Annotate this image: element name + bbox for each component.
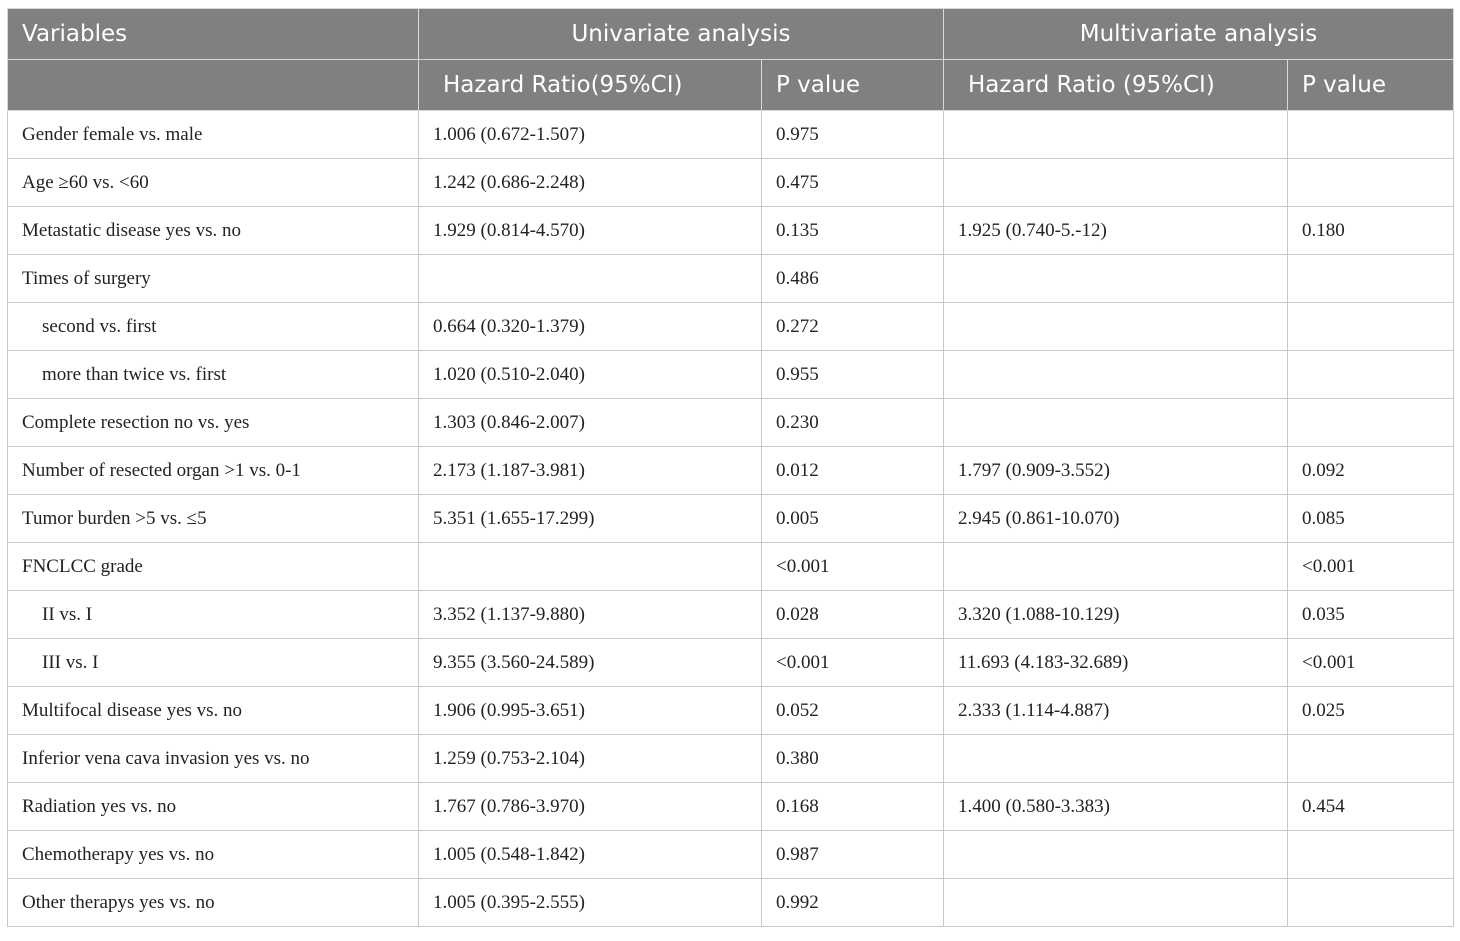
cell-hr-multivariate: 2.333 (1.114-4.887) (944, 687, 1288, 735)
cell-hr-multivariate (944, 111, 1288, 159)
cell-p-univariate: <0.001 (762, 639, 944, 687)
cell-hr-multivariate: 1.925 (0.740-5.-12) (944, 207, 1288, 255)
cell-p-univariate: 0.475 (762, 159, 944, 207)
results-table-container (7, 8, 1453, 927)
cell-p-univariate: 0.135 (762, 207, 944, 255)
cell-hr-univariate: 1.906 (0.995-3.651) (419, 687, 762, 735)
cell-hr-multivariate (944, 543, 1288, 591)
cell-variable: Number of resected organ >1 vs. 0-1 (8, 447, 419, 495)
header-hr-univariate: Hazard Ratio(95%CI) (419, 60, 762, 111)
cell-hr-univariate (419, 255, 762, 303)
cell-hr-multivariate: 3.320 (1.088-10.129) (944, 591, 1288, 639)
cell-p-univariate: 0.955 (762, 351, 944, 399)
table-row (8, 831, 1454, 879)
table-row (8, 447, 1454, 495)
table-row (8, 687, 1454, 735)
table-body (8, 111, 1454, 927)
cell-hr-multivariate: 1.400 (0.580-3.383) (944, 783, 1288, 831)
table-row (8, 735, 1454, 783)
cell-hr-multivariate: 2.945 (0.861-10.070) (944, 495, 1288, 543)
table-row (8, 255, 1454, 303)
cell-variable: Tumor burden >5 vs. ≤5 (8, 495, 419, 543)
cell-hr-univariate: 0.664 (0.320-1.379) (419, 303, 762, 351)
cell-variable: Chemotherapy yes vs. no (8, 831, 419, 879)
table-header (8, 9, 1454, 111)
cell-p-univariate: <0.001 (762, 543, 944, 591)
table-row (8, 495, 1454, 543)
cell-variable: Radiation yes vs. no (8, 783, 419, 831)
cell-variable: FNCLCC grade (8, 543, 419, 591)
table-row (8, 783, 1454, 831)
cell-p-univariate: 0.975 (762, 111, 944, 159)
cell-p-univariate: 0.168 (762, 783, 944, 831)
cox-regression-table (7, 8, 1454, 927)
cell-p-univariate: 0.380 (762, 735, 944, 783)
cell-hr-multivariate (944, 351, 1288, 399)
cell-hr-multivariate (944, 735, 1288, 783)
table-row (8, 399, 1454, 447)
cell-p-multivariate: 0.025 (1288, 687, 1454, 735)
cell-hr-multivariate (944, 399, 1288, 447)
table-row (8, 351, 1454, 399)
cell-hr-univariate: 1.303 (0.846-2.007) (419, 399, 762, 447)
cell-hr-univariate: 1.005 (0.395-2.555) (419, 879, 762, 927)
cell-p-univariate: 0.005 (762, 495, 944, 543)
cell-p-univariate: 0.987 (762, 831, 944, 879)
header-row-groups (8, 9, 1454, 60)
cell-variable: II vs. I (8, 591, 419, 639)
cell-p-multivariate: 0.092 (1288, 447, 1454, 495)
header-univariate: Univariate analysis (419, 9, 944, 60)
cell-p-univariate: 0.486 (762, 255, 944, 303)
cell-variable: III vs. I (8, 639, 419, 687)
cell-variable: Gender female vs. male (8, 111, 419, 159)
cell-p-multivariate (1288, 735, 1454, 783)
cell-hr-univariate: 3.352 (1.137-9.880) (419, 591, 762, 639)
cell-variable: Other therapys yes vs. no (8, 879, 419, 927)
header-row-columns (8, 60, 1454, 111)
table-row (8, 591, 1454, 639)
cell-p-univariate: 0.052 (762, 687, 944, 735)
cell-hr-multivariate (944, 303, 1288, 351)
table-row (8, 543, 1454, 591)
cell-variable: Inferior vena cava invasion yes vs. no (8, 735, 419, 783)
cell-variable: Age ≥60 vs. <60 (8, 159, 419, 207)
cell-hr-multivariate (944, 159, 1288, 207)
cell-hr-multivariate: 11.693 (4.183-32.689) (944, 639, 1288, 687)
cell-variable: second vs. first (8, 303, 419, 351)
cell-p-multivariate (1288, 879, 1454, 927)
cell-hr-univariate: 1.006 (0.672-1.507) (419, 111, 762, 159)
header-multivariate: Multivariate analysis (944, 9, 1454, 60)
header-blank (8, 60, 419, 111)
header-p-univariate: P value (762, 60, 944, 111)
cell-p-univariate: 0.992 (762, 879, 944, 927)
cell-hr-multivariate: 1.797 (0.909-3.552) (944, 447, 1288, 495)
cell-variable: Complete resection no vs. yes (8, 399, 419, 447)
cell-hr-multivariate (944, 255, 1288, 303)
cell-hr-univariate: 5.351 (1.655-17.299) (419, 495, 762, 543)
cell-hr-univariate: 1.005 (0.548-1.842) (419, 831, 762, 879)
cell-hr-univariate: 2.173 (1.187-3.981) (419, 447, 762, 495)
cell-p-multivariate (1288, 255, 1454, 303)
cell-p-multivariate: 0.180 (1288, 207, 1454, 255)
cell-hr-univariate: 1.020 (0.510-2.040) (419, 351, 762, 399)
cell-hr-univariate: 1.242 (0.686-2.248) (419, 159, 762, 207)
cell-hr-univariate: 1.259 (0.753-2.104) (419, 735, 762, 783)
cell-p-multivariate: 0.454 (1288, 783, 1454, 831)
table-row (8, 879, 1454, 927)
cell-hr-multivariate (944, 879, 1288, 927)
cell-hr-univariate (419, 543, 762, 591)
table-row (8, 303, 1454, 351)
cell-hr-univariate: 1.929 (0.814-4.570) (419, 207, 762, 255)
cell-p-multivariate (1288, 351, 1454, 399)
cell-p-multivariate: 0.035 (1288, 591, 1454, 639)
cell-p-multivariate (1288, 159, 1454, 207)
cell-p-multivariate: <0.001 (1288, 543, 1454, 591)
cell-p-univariate: 0.012 (762, 447, 944, 495)
table-row (8, 159, 1454, 207)
header-variables: Variables (8, 9, 419, 60)
cell-p-multivariate (1288, 399, 1454, 447)
cell-p-multivariate (1288, 303, 1454, 351)
header-p-multivariate: P value (1288, 60, 1454, 111)
cell-p-multivariate (1288, 831, 1454, 879)
table-row (8, 111, 1454, 159)
cell-p-univariate: 0.272 (762, 303, 944, 351)
cell-variable: Metastatic disease yes vs. no (8, 207, 419, 255)
cell-p-multivariate: <0.001 (1288, 639, 1454, 687)
cell-variable: Multifocal disease yes vs. no (8, 687, 419, 735)
cell-p-multivariate: 0.085 (1288, 495, 1454, 543)
cell-variable: Times of surgery (8, 255, 419, 303)
table-row (8, 639, 1454, 687)
header-hr-multivariate: Hazard Ratio (95%CI) (944, 60, 1288, 111)
cell-p-univariate: 0.028 (762, 591, 944, 639)
cell-variable: more than twice vs. first (8, 351, 419, 399)
cell-hr-univariate: 1.767 (0.786-3.970) (419, 783, 762, 831)
cell-p-univariate: 0.230 (762, 399, 944, 447)
cell-p-multivariate (1288, 111, 1454, 159)
table-row (8, 207, 1454, 255)
cell-hr-multivariate (944, 831, 1288, 879)
cell-hr-univariate: 9.355 (3.560-24.589) (419, 639, 762, 687)
